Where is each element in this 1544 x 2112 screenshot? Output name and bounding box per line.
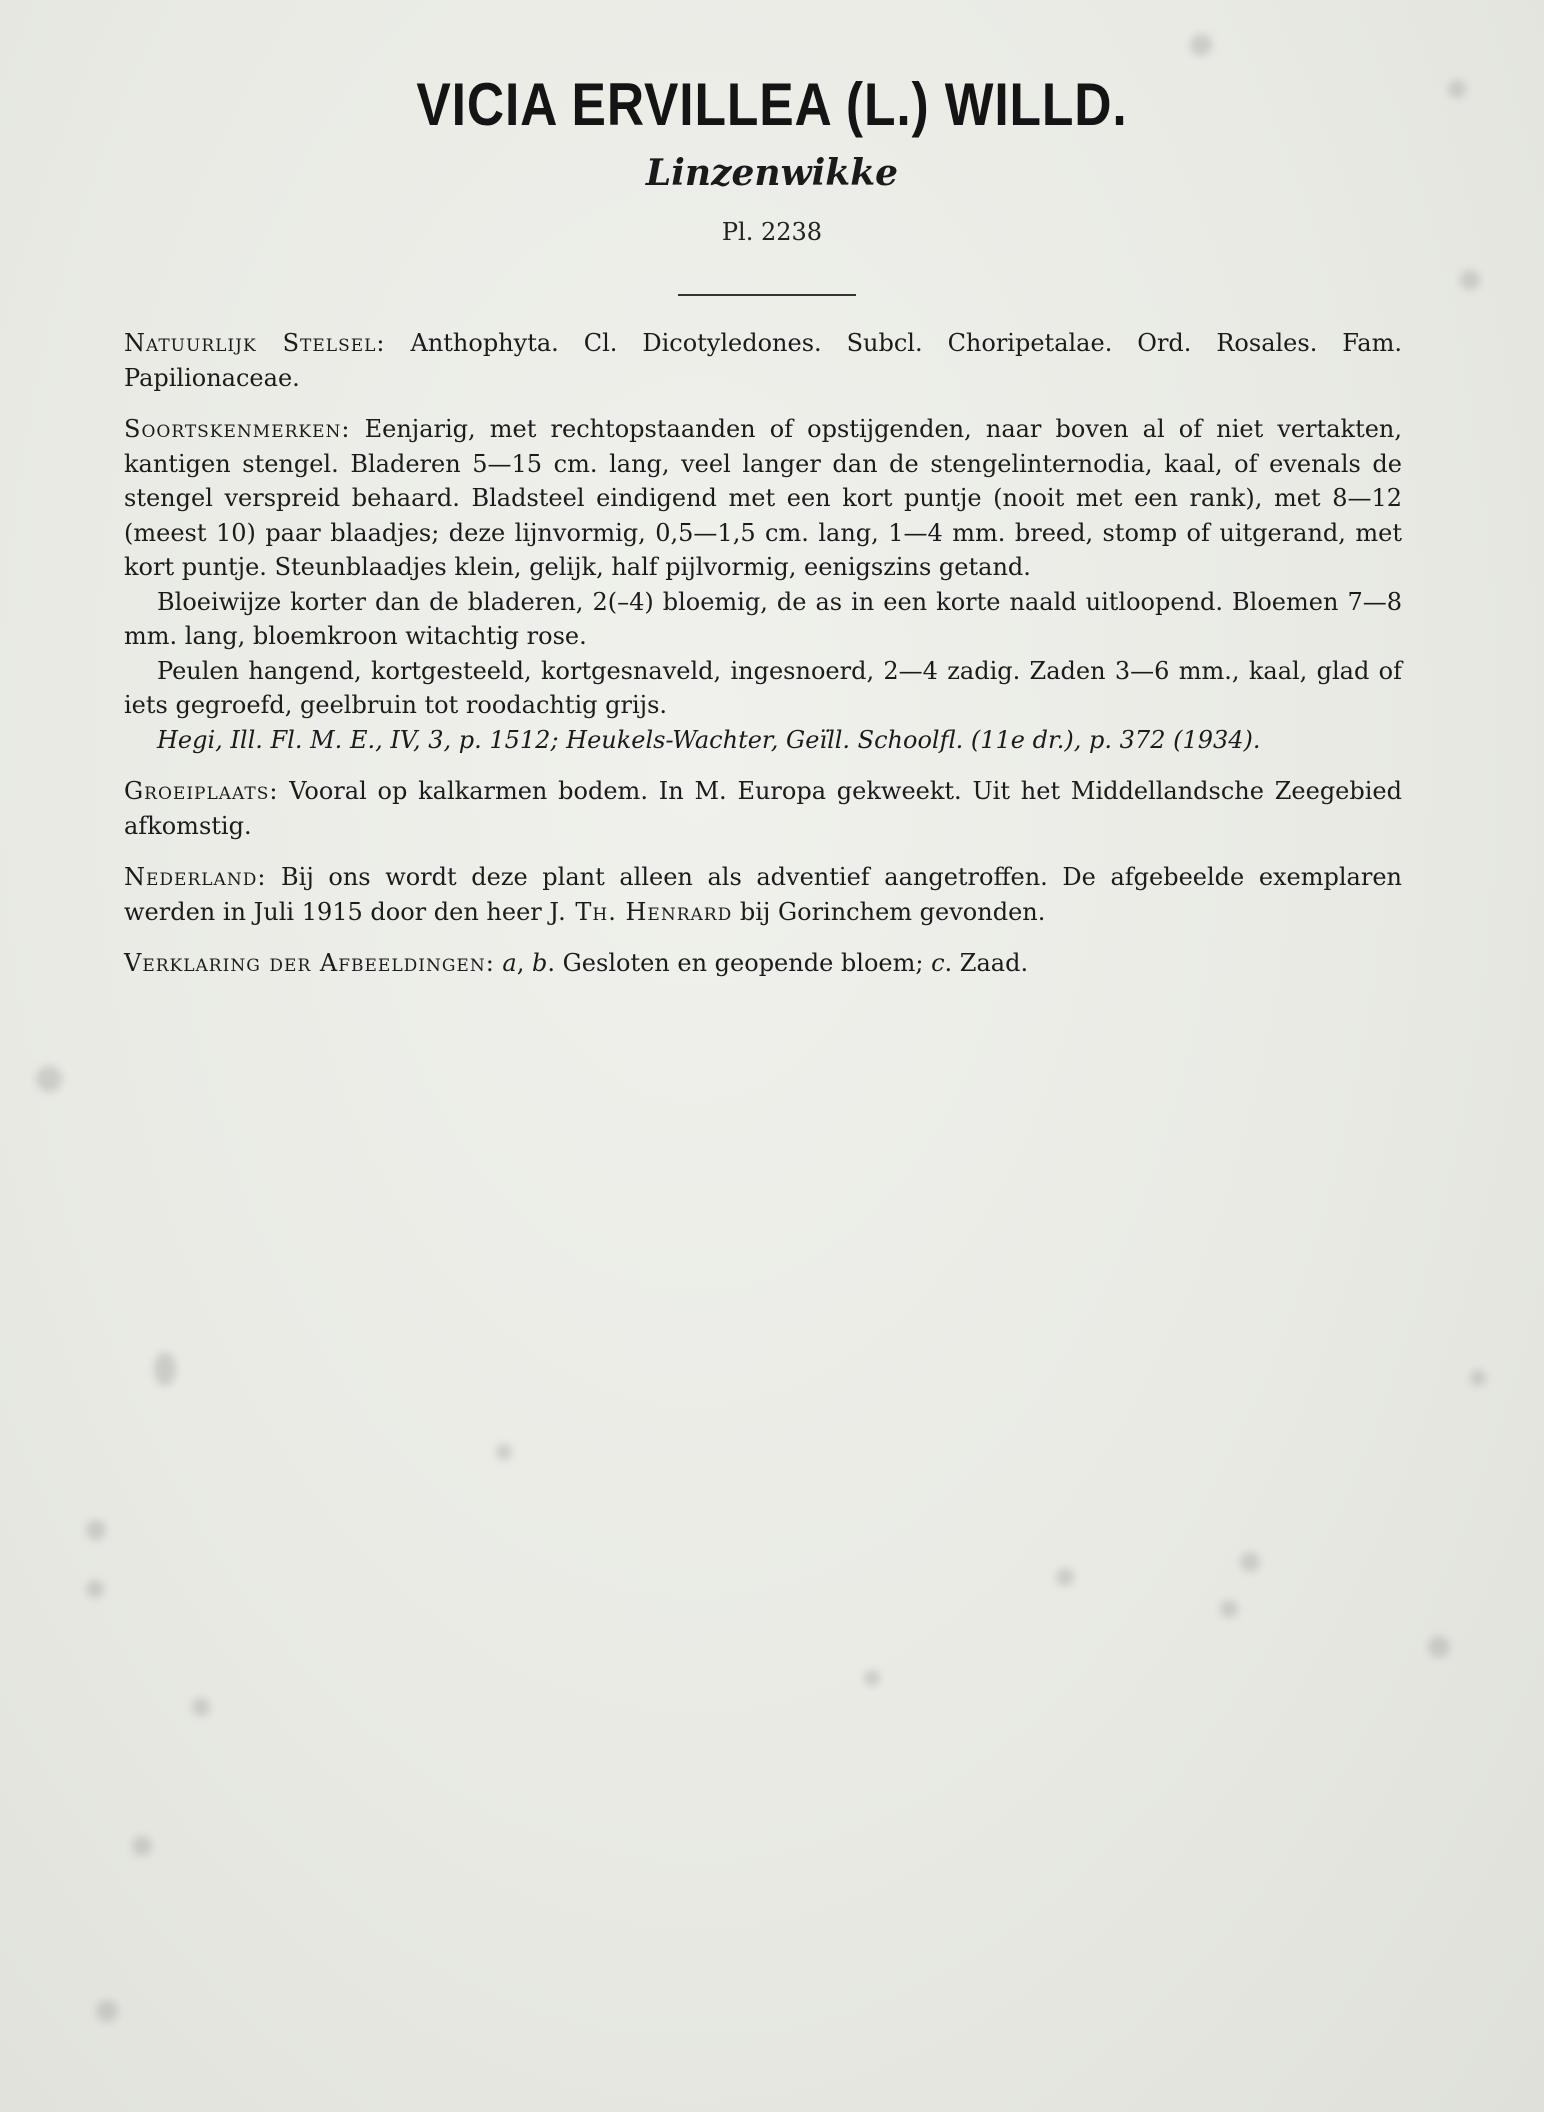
paper-speck xyxy=(496,1444,512,1460)
divider xyxy=(678,294,856,296)
common-name: Linzenwikke xyxy=(645,152,899,194)
section-text-nederland-end: bij Gorinchem gevonden. xyxy=(732,897,1046,926)
paper-speck xyxy=(1448,80,1466,98)
paper-speck xyxy=(1460,270,1480,290)
paper-speck xyxy=(86,1580,104,1598)
section-heading-nederland: Nederland: xyxy=(124,863,267,891)
plate-number: Pl. 2238 xyxy=(721,218,823,246)
figure-text-ab: . Gesloten en geopende bloem; xyxy=(547,949,932,977)
paragraph-nederland xyxy=(124,860,1402,929)
species-title: VICIA ERVILLEA (L.) WILLD. xyxy=(416,71,1128,138)
paragraph-stelsel xyxy=(124,326,1402,395)
description-body xyxy=(124,326,1402,981)
section-text-soortskenmerken: Eenjarig, met rechtopstaanden of opstijgenden, naar boven al of niet vertakten, kantigen stengel. Bladeren 5—15 cm. lang, veel langer dan de stengelinternodia, kaal, of evenals de stengel verspreid behaard. Bladsteel eindigend met een kort puntje (nooit met een rank), met 8—12 (meest 10) paar blaadjes; deze lijnvormig, 0,5—1,5 cm. lang, 1—4 mm. breed, stomp of uitgerand, met kort puntje. Steunblaadjes klein, gelijk, half pijlvormig, eenigszins getand. xyxy=(124,415,1402,581)
paper-speck xyxy=(36,1066,62,1092)
paper-speck xyxy=(154,1352,176,1386)
paper-speck xyxy=(86,1520,106,1540)
paper-speck xyxy=(1240,1552,1260,1572)
collector-name: J. Th. Henrard xyxy=(549,897,733,926)
paper-speck xyxy=(1428,1636,1450,1658)
paragraph-verklaring xyxy=(124,946,1402,981)
section-heading-verklaring: Verklaring der Afbeeldingen: xyxy=(124,949,495,977)
paper-speck xyxy=(864,1670,880,1686)
paragraph-peulen: Peulen hangend, kortgesteeld, kortgesnaveld, ingesnoerd, 2—4 zadig. Zaden 3—6 mm., kaal, glad of iets gegroefd, geelbruin tot roodachtig grijs. xyxy=(124,656,1402,719)
literature-references: Hegi, Ill. Fl. M. E., IV, 3, p. 1512; Heukels-Wachter, Geïll. Schoolfl. (11e dr.), p. 372 (1934). xyxy=(157,725,1261,754)
figure-label-a: a xyxy=(502,949,517,977)
section-heading-groeiplaats: Groeiplaats: xyxy=(124,777,279,805)
paragraph-groeiplaats xyxy=(124,774,1402,843)
figure-label-c: c xyxy=(931,949,945,977)
section-text-stelsel: Anthophyta. Cl. Dicotyledones. Subcl. Choripetalae. Ord. Rosales. Fam. Papilionaceae. xyxy=(124,329,1402,392)
figure-label-b: b xyxy=(532,949,548,977)
paper-speck xyxy=(96,2000,118,2022)
paper-speck xyxy=(1190,34,1212,56)
figure-separator: , xyxy=(516,949,532,977)
figure-text-c: . Zaad. xyxy=(944,949,1029,977)
section-heading-stelsel: Natuurlijk Stelsel: xyxy=(124,329,386,357)
paper-speck xyxy=(1056,1568,1074,1586)
paper-speck xyxy=(1220,1600,1238,1618)
paragraph-bloeiwijze: Bloeiwijze korter dan de bladeren, 2(–4) bloemig, de as in een korte naald uitloopend. Bloemen 7—8 mm. lang, bloemkroon witachtig rose. xyxy=(124,587,1402,650)
section-text-nederland: Bij ons wordt deze plant alleen als adventief aangetroffen. De afgebeelde exemplaren werden in Juli 1915 door den heer xyxy=(124,863,1402,926)
paper-speck xyxy=(132,1836,152,1856)
paragraph-soortskenmerken xyxy=(124,412,1402,585)
section-heading-soortskenmerken: Soortskenmerken: xyxy=(124,415,351,443)
paper-speck xyxy=(1470,1370,1486,1386)
section-text-groeiplaats: Vooral op kalkarmen bodem. In M. Europa gekweekt. Uit het Middellandsche Zeegebied afkomstig. xyxy=(124,777,1402,840)
paper-speck xyxy=(192,1698,210,1716)
